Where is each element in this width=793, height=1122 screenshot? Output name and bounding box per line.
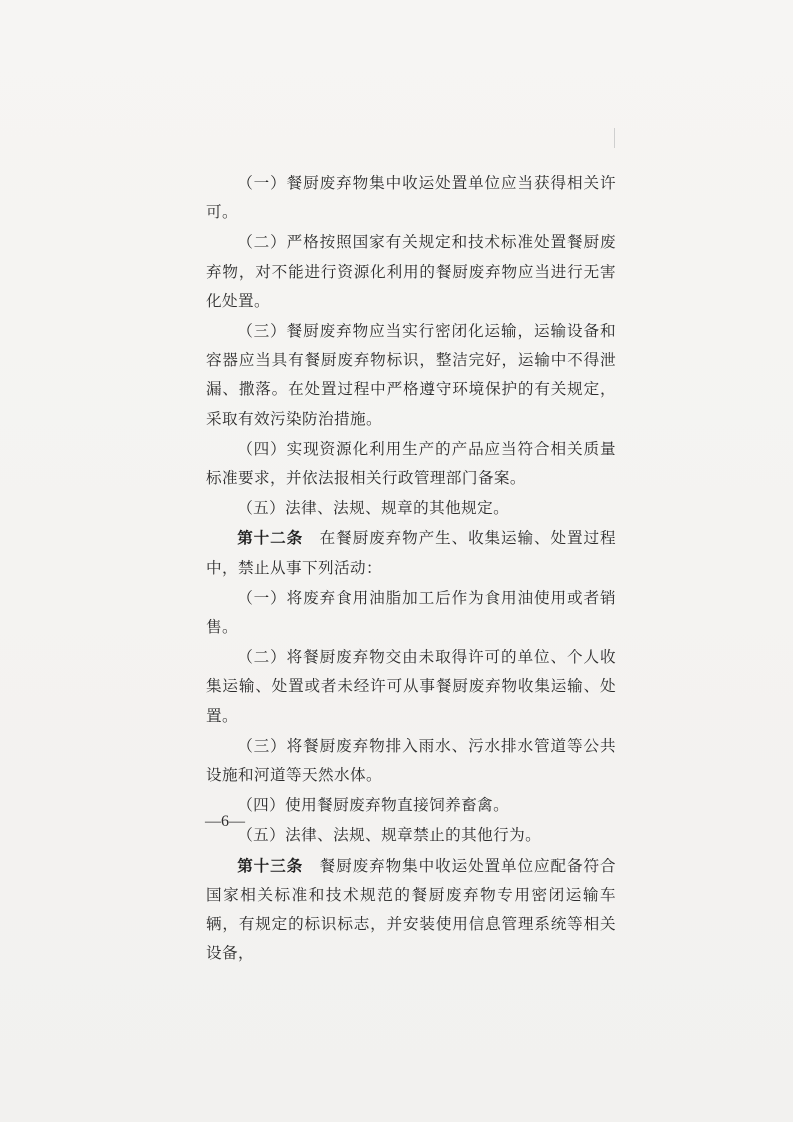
paragraph: （二）严格按照国家有关规定和技术标准处置餐厨废弃物，对不能进行资源化利用的餐厨废弃物应当进行无害化处置。 — [206, 233, 616, 310]
article-13: 第十三条 餐厨废弃物集中收运处置单位应配备符合国家相关标准和技术规范的餐厨废弃物专用密闭运输车辆，有规定的标识标志，并安装使用信息管理系统等相关设备， — [206, 855, 616, 963]
body-text — [206, 168, 616, 968]
paragraph: （五）法律、法规、规章的其他规定。 — [237, 499, 510, 518]
paragraph: （五）法律、法规、规章禁止的其他行为。 — [237, 826, 542, 845]
paragraph: （三）将餐厨废弃物排入雨水、污水排水管道等公共设施和河道等天然水体。 — [206, 736, 616, 785]
page-number: —6— — [205, 813, 245, 830]
paragraph: （三）餐厨废弃物应当实行密闭化运输，运输设备和容器应当具有餐厨废弃物标识，整洁完好，运输中不得泄漏、撒落。在处置过程中严格遵守环境保护的有关规定，采取有效污染防治措施。 — [206, 322, 616, 428]
article-heading: 第十二条 — [237, 528, 304, 548]
paragraph: （一）餐厨废弃物集中收运处置单位应当获得相关许可。 — [206, 174, 616, 222]
paragraph: （四）实现资源化利用生产的产品应当符合相关质量标准要求，并依法报相关行政管理部门备案。 — [206, 439, 616, 488]
article-12: 第十二条 在餐厨废弃物产生、收集运输、处置过程中，禁止从事下列活动： — [206, 528, 616, 577]
paragraph: （四）使用餐厨废弃物直接饲养畜禽。 — [237, 796, 510, 815]
article-heading: 第十三条 — [237, 855, 304, 875]
paragraph: （二）将餐厨废弃物交由未取得许可的单位、个人收集运输、处置或者未经许可从事餐厨废弃物收集运输、处置。 — [206, 648, 616, 725]
scan-artifact — [614, 128, 615, 148]
paragraph: （一）将废弃食用油脂加工后作为食用油使用或者销售。 — [206, 588, 616, 637]
